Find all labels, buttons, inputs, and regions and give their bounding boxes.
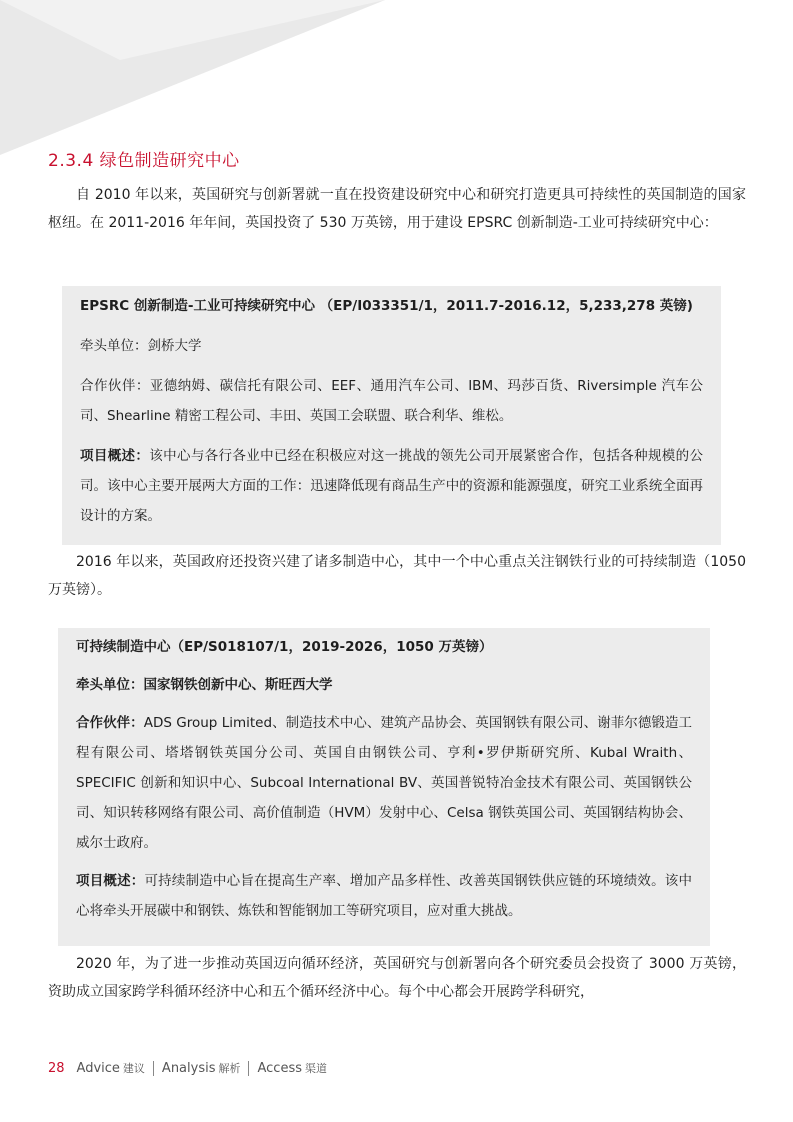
lead-institution: 牵头单位：国家钢铁创新中心、斯旺西大学 — [76, 677, 333, 693]
lead-institution: 牵头单位：剑桥大学 — [80, 338, 202, 354]
footer-divider — [153, 1061, 154, 1076]
project-box-sustainable — [58, 628, 710, 946]
overview-label: 项目概述： — [80, 448, 150, 464]
overview-body: 该中心与各行各业中已经在积极应对这一挑战的领先公司开展紧密合作，包括各种规模的公司。该中心主要开展两大方面的工作：迅速降低现有商品生产中的资源和能源强度，研究工业系统全面再设计的方案。 — [80, 448, 704, 524]
partners-text: 合作伙伴：亚德纳姆、碳信托有限公司、EEF、通用汽车公司、IBM、玛莎百货、Riversimple 汽车公司、Shearline 精密工程公司、丰田、英国工会联盟、联合利华、维松。 — [80, 378, 703, 424]
footer-advice: Advice — [76, 1060, 120, 1076]
footer-access-zh: 渠道 — [305, 1062, 327, 1075]
footer-access: Access — [257, 1060, 302, 1076]
footer-divider — [248, 1061, 249, 1076]
project-title: 可持续制造中心（EP/S018107/1，2019-2026，1050 万英镑） — [76, 639, 493, 655]
partners-text — [76, 708, 692, 858]
partners-label: 合作伙伴： — [76, 715, 144, 731]
overview-text — [76, 866, 692, 926]
section-heading: 2.3.4 绿色制造研究中心 — [48, 151, 240, 171]
paragraph-2020: 2020 年，为了进一步推动英国迈向循环经济，英国研究与创新署向各个研究委员会投资了 3000 万英镑，资助成立国家跨学科循环经济中心和五个循环经济中心。每个中心都会开展跨学科研究， — [48, 956, 746, 1000]
overview-body: 可持续制造中心旨在提高生产率、增加产品多样性、改善英国钢铁供应链的环境绩效。该中心将牵头开展碳中和钢铁、炼铁和智能钢加工等研究项目，应对重大挑战。 — [76, 873, 693, 919]
corner-decoration — [0, 0, 400, 160]
project-box-epsrc — [62, 286, 721, 545]
overview-label: 项目概述： — [76, 873, 145, 889]
partners-body: ADS Group Limited、制造技术中心、建筑产品协会、英国钢铁有限公司、谢菲尔德锻造工程有限公司、塔塔钢铁英国分公司、英国自由钢铁公司、亨利•罗伊斯研究所、Kubal Wraith、SPECIFIC 创新和知识中心、Subcoal International BV、英国普锐特冶金技术有限公司、英国钢铁公司、知识转移网络有限公司、高价值制造（HVM）发射中心、Celsa 钢铁英国公司、英国钢结构协会、威尔士政府。 — [76, 715, 692, 851]
project-title: EPSRC 创新制造-工业可持续研究中心 （EP/I033351/1，2011.7-2016.12，5,233,278 英镑) — [80, 298, 693, 314]
overview-text — [80, 441, 703, 531]
footer-analysis-zh: 解析 — [218, 1062, 241, 1075]
paragraph-2016: 2016 年以来，英国政府还投资兴建了诸多制造中心，其中一个中心重点关注钢铁行业的可持续制造（1050 万英镑）。 — [48, 554, 746, 598]
intro-paragraph: 自 2010 年以来，英国研究与创新署就一直在投资建设研究中心和研究打造更具可持续性的英国制造的国家枢纽。在 2011-2016 年年间，英国投资了 530 万英镑，用于建设 EPSRC 创新制造-工业可持续研究中心： — [48, 187, 746, 231]
page-number: 28 — [48, 1060, 65, 1076]
page-footer — [48, 1060, 327, 1076]
footer-advice-zh: 建议 — [122, 1062, 145, 1075]
footer-analysis: Analysis — [161, 1060, 216, 1076]
